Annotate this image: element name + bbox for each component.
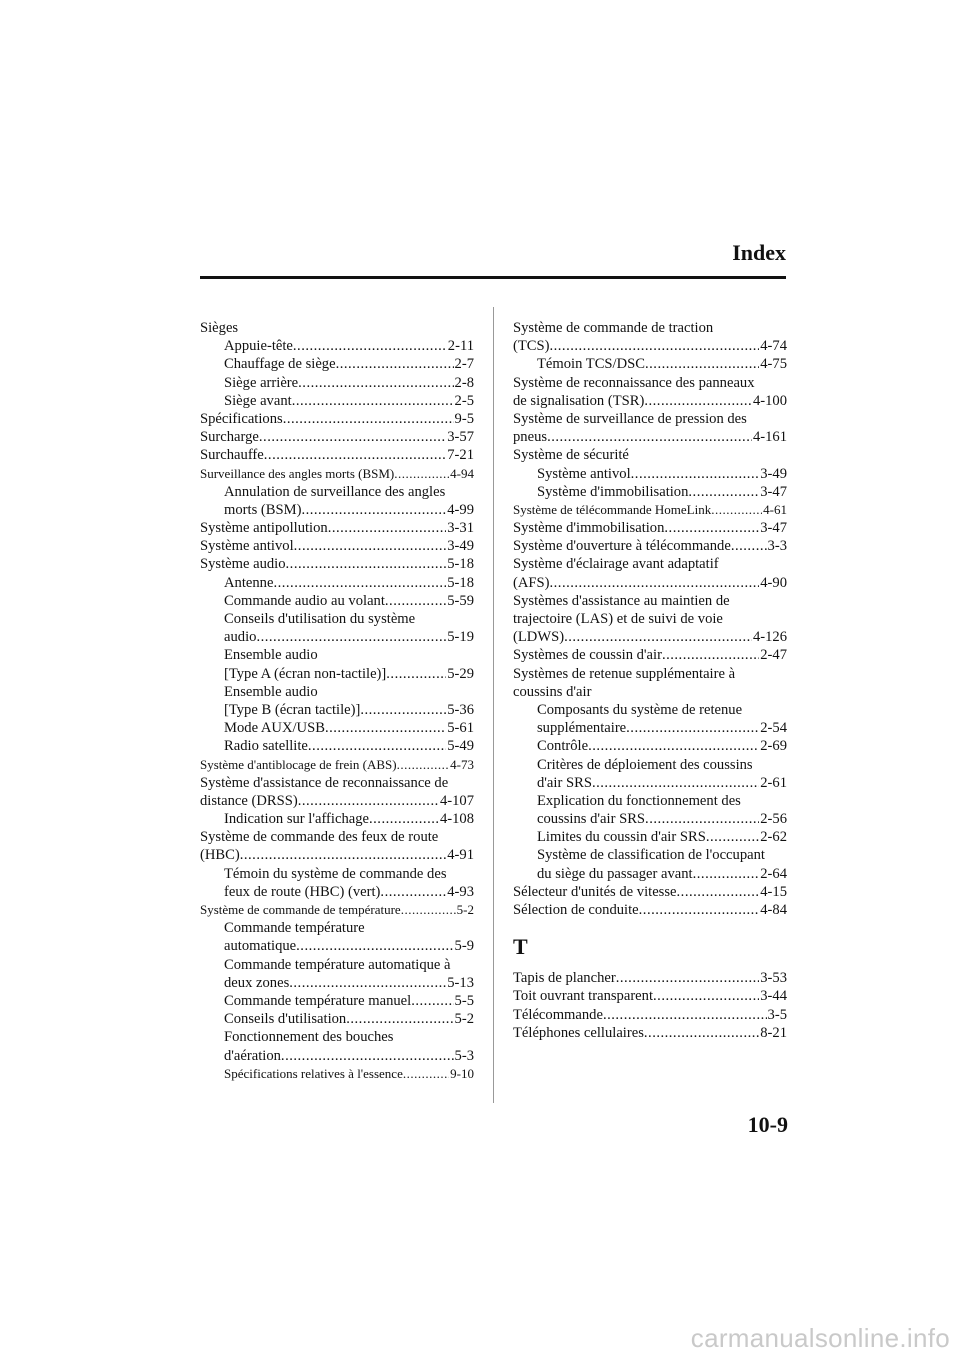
index-entry-page: 2-7 <box>454 356 474 373</box>
index-entry-text: Indication sur l'affichage <box>224 811 369 828</box>
index-entry-page: 4-100 <box>752 392 787 409</box>
index-entry-text: du siège du passager avant <box>537 865 693 882</box>
dot-leader <box>411 992 453 1010</box>
index-entry-page: 5-61 <box>447 720 474 737</box>
index-entry-page: 3-49 <box>760 465 787 482</box>
index-entry-text: coussins d'air SRS <box>537 811 646 828</box>
index-entry <box>200 956 474 974</box>
dot-leader <box>386 665 446 683</box>
index-entry-page: 5-5 <box>454 992 474 1009</box>
dot-leader <box>298 792 439 810</box>
dot-leader <box>603 1006 767 1024</box>
index-entry <box>513 969 787 987</box>
dot-leader <box>296 937 453 955</box>
index-entry-page: 5-49 <box>447 738 474 755</box>
index-entry <box>200 901 474 919</box>
index-entries-t <box>513 969 787 1042</box>
index-entry-text: automatique <box>224 938 297 955</box>
index-entry-text: trajectoire (LAS) et de suivi de voie <box>513 611 723 627</box>
dot-leader <box>293 337 447 355</box>
index-entry-page: 3-47 <box>760 483 787 500</box>
index-entry-text: Système antipollution <box>200 520 328 537</box>
index-entry-text: supplémentaire <box>537 720 627 737</box>
index-entry-text: Système de surveillance de pression des <box>513 410 747 427</box>
index-column-left <box>200 319 474 1083</box>
index-entry-text: de signalisation (TSR) <box>513 392 645 409</box>
dot-leader <box>644 392 752 410</box>
dot-leader <box>292 392 454 410</box>
index-entry-page: 5-3 <box>454 1047 474 1064</box>
index-entry-text: Système d'ouverture à télécommande <box>513 538 731 555</box>
index-entry <box>513 501 787 519</box>
index-entry-text: Spécifications <box>200 410 283 427</box>
index-entry-page: 5-18 <box>447 556 474 573</box>
index-entry-text: Système d'assistance de reconnaissance de <box>200 774 449 791</box>
index-entry <box>513 774 787 792</box>
index-entry-page: 5-36 <box>447 701 474 718</box>
index-entry-text: Surcharge <box>200 429 259 446</box>
index-entry-text: Conseils d'utilisation du système <box>224 611 416 627</box>
dot-leader <box>645 355 759 373</box>
index-entry-text: Sièges <box>200 320 239 336</box>
dot-leader <box>664 519 759 537</box>
index-entry-page: 4-90 <box>760 574 787 591</box>
index-entry <box>513 901 787 919</box>
index-entry-text: Télécommande <box>513 1006 603 1023</box>
index-entry-text: [Type B (écran tactile)] <box>224 701 361 718</box>
index-entry <box>513 792 787 810</box>
index-entry-page: 5-9 <box>454 938 474 955</box>
index-entry-page: 4-84 <box>760 902 787 918</box>
header-rule <box>200 276 786 279</box>
index-entry-page: 3-31 <box>447 520 474 537</box>
index-entry-text: Commande audio au volant <box>224 592 385 609</box>
dot-leader <box>677 883 760 901</box>
index-entry-text: distance (DRSS) <box>200 792 298 809</box>
index-entry-page: 3-5 <box>767 1006 787 1023</box>
index-entry-text: Sélection de conduite <box>513 902 639 918</box>
index-entry <box>200 737 474 755</box>
index-entry <box>200 701 474 719</box>
dot-leader <box>380 883 446 901</box>
index-entry-page: 5-13 <box>447 974 474 991</box>
index-entry <box>513 865 787 883</box>
index-entries-s <box>513 319 787 919</box>
index-entry <box>200 665 474 683</box>
index-entry-text: Annulation de surveillance des angles <box>224 483 446 500</box>
index-entry-page: 2-69 <box>760 738 787 755</box>
index-entry <box>513 337 787 355</box>
index-entry-page: 3-49 <box>447 538 474 555</box>
dot-leader <box>301 501 446 519</box>
index-entry-text: Tapis de plancher <box>513 970 616 987</box>
index-entry <box>200 1047 474 1065</box>
index-entry <box>513 646 787 664</box>
index-entry <box>200 1028 474 1046</box>
dot-leader <box>547 428 752 446</box>
index-entry-page: 2-56 <box>760 811 787 828</box>
index-entry-text: (TCS) <box>513 338 550 355</box>
dot-leader <box>588 737 759 755</box>
index-entry <box>200 774 474 792</box>
dot-leader <box>394 465 449 483</box>
index-entry <box>513 683 787 701</box>
index-entry-page: 4-61 <box>763 501 787 517</box>
index-entry <box>513 737 787 755</box>
column-divider <box>493 307 494 1103</box>
dot-leader <box>693 865 760 883</box>
dot-leader <box>592 774 759 792</box>
index-entry <box>513 846 787 864</box>
index-entry-page: 5-2 <box>456 902 474 917</box>
index-entry-page: 4-73 <box>450 756 474 772</box>
dot-leader <box>549 337 759 355</box>
index-entry-text: Système antivol <box>200 538 294 555</box>
index-entry-text: Surveillance des angles morts (BSM) <box>200 465 395 481</box>
index-entry-text: Mode AUX/USB <box>224 720 325 737</box>
index-entry-page: 5-19 <box>447 629 474 646</box>
index-entry-text: Téléphones cellulaires <box>513 1024 644 1041</box>
index-entry-text: Témoin TCS/DSC <box>537 356 645 373</box>
dot-leader <box>397 756 450 774</box>
index-entry-text: Toit ouvrant transparent <box>513 988 654 1005</box>
index-entry-page: 4-126 <box>752 629 787 646</box>
index-entry-text: Système d'immobilisation <box>537 483 689 500</box>
index-entry <box>200 537 474 555</box>
index-entry-text: Système de classification de l'occupant <box>537 847 765 864</box>
dot-leader <box>639 901 760 919</box>
index-entry-text: Témoin du système de commande des <box>224 865 447 882</box>
index-entry-text: Systèmes de retenue supplémentaire à <box>513 665 736 682</box>
index-entry-text: Système d'éclairage avant adaptatif <box>513 556 719 573</box>
dot-leader <box>294 537 447 555</box>
index-entry <box>513 883 787 901</box>
dot-leader <box>325 719 446 737</box>
index-entry-text: Système audio <box>200 556 286 573</box>
index-entry-text: Système de commande des feux de route <box>200 829 439 846</box>
index-entry-page: 5-59 <box>447 592 474 609</box>
index-entry <box>200 646 474 664</box>
index-entry <box>513 355 787 373</box>
index-entry <box>200 1065 474 1083</box>
index-entry <box>200 519 474 537</box>
index-entry <box>200 683 474 701</box>
dot-leader <box>289 974 446 992</box>
index-entry <box>200 610 474 628</box>
index-column-right <box>513 319 787 1042</box>
index-entry-page: 3-57 <box>447 429 474 446</box>
index-entry <box>513 828 787 846</box>
dot-leader <box>286 555 447 573</box>
dot-leader <box>645 810 759 828</box>
index-entry <box>200 719 474 737</box>
index-entry <box>200 756 474 774</box>
dot-leader <box>385 592 446 610</box>
watermark: carmanualsonline.info <box>690 1323 950 1353</box>
index-entry-page: 4-75 <box>760 356 787 373</box>
index-entry-text: Système de commande de température <box>200 902 401 917</box>
index-entry <box>513 410 787 428</box>
index-entry <box>200 319 474 337</box>
index-entry-page: 2-54 <box>760 720 787 737</box>
dot-leader <box>401 901 456 919</box>
index-entry-page: 4-15 <box>760 883 787 900</box>
index-entry <box>200 919 474 937</box>
index-entry-page: 4-107 <box>439 792 474 809</box>
index-entry-page: 2-62 <box>760 829 787 846</box>
dot-leader <box>662 646 759 664</box>
index-entry-text: Radio satellite <box>224 738 308 755</box>
index-entry-text: Explication du fonctionnement des <box>537 792 741 809</box>
index-entry-text: Fonctionnement des bouches <box>224 1029 394 1046</box>
index-entry <box>200 501 474 519</box>
index-entry <box>513 628 787 646</box>
index-entry <box>200 974 474 992</box>
index-entry-text: (LDWS) <box>513 629 565 646</box>
index-entry-text: Système de télécommande HomeLink <box>513 501 712 517</box>
index-entry-text: d'air SRS <box>537 774 592 791</box>
index-entry <box>200 337 474 355</box>
index-entry-text: [Type A (écran non-tactile)] <box>224 665 387 682</box>
index-entry-text: Siège avant <box>224 392 292 409</box>
index-entry-text: deux zones <box>224 974 290 991</box>
index-entry-page: 4-99 <box>447 501 474 518</box>
index-entry <box>513 446 787 464</box>
dot-leader <box>283 410 454 428</box>
index-entry-page: 7-21 <box>447 447 474 464</box>
index-entry-text: (HBC) <box>200 847 240 864</box>
index-entry <box>200 374 474 392</box>
dot-leader <box>256 628 446 646</box>
index-entry <box>513 756 787 774</box>
index-entry-page: 2-11 <box>447 338 474 355</box>
dot-leader <box>631 465 760 483</box>
page-number: 10-9 <box>747 1112 788 1137</box>
index-entry <box>513 483 787 501</box>
dot-leader <box>688 483 759 501</box>
index-entry-text: Système antivol <box>537 465 631 482</box>
index-entry <box>513 319 787 337</box>
index-entry <box>200 883 474 901</box>
dot-leader <box>308 737 446 755</box>
index-entry-page: 4-108 <box>439 811 474 828</box>
index-entry-page: 4-94 <box>450 465 474 481</box>
index-entry <box>513 987 787 1005</box>
index-entry-text: Limites du coussin d'air SRS <box>537 829 706 846</box>
index-entry-text: Appuie-tête <box>224 338 293 355</box>
index-entry <box>200 465 474 483</box>
index-entry <box>200 937 474 955</box>
index-entry-page: 2-61 <box>760 774 787 791</box>
index-entry <box>513 374 787 392</box>
index-entry <box>200 483 474 501</box>
index-entry-text: coussins d'air <box>513 683 592 700</box>
index-entry-text: audio <box>224 629 257 646</box>
index-entry-text: Système d'immobilisation <box>513 520 665 537</box>
index-entry <box>513 1024 787 1042</box>
index-entry-text: Surchauffe <box>200 447 264 464</box>
page-header-title: Index <box>732 240 786 265</box>
index-entry <box>200 555 474 573</box>
index-entry-text: Système de commande de traction <box>513 320 714 336</box>
dot-leader <box>259 428 446 446</box>
index-entry-text: Antenne <box>224 574 274 591</box>
index-entry-text: morts (BSM) <box>224 501 302 518</box>
dot-leader <box>369 810 439 828</box>
index-entry-page: 2-8 <box>454 374 474 391</box>
index-entry <box>513 555 787 573</box>
index-entry <box>200 792 474 810</box>
index-entry-text: Sélecteur d'unités de vitesse <box>513 883 677 900</box>
index-entry-text: Conseils d'utilisation <box>224 1011 347 1028</box>
index-entry <box>200 574 474 592</box>
index-entry <box>513 701 787 719</box>
index-entry-page: 4-91 <box>447 847 474 864</box>
index-entry <box>200 392 474 410</box>
index-entry <box>200 592 474 610</box>
index-entry-page: 4-161 <box>752 429 787 446</box>
dot-leader <box>273 574 446 592</box>
index-entry-page: 9-5 <box>454 410 474 427</box>
dot-leader <box>336 355 454 373</box>
index-entry <box>513 392 787 410</box>
index-entry <box>200 846 474 864</box>
index-entry <box>513 719 787 737</box>
index-entry-text: Système d'antiblocage de frein (ABS) <box>200 756 397 772</box>
index-entry-page: 2-5 <box>454 392 474 409</box>
index-entry <box>513 537 787 555</box>
index-entry-page: 9-10 <box>450 1065 474 1081</box>
index-entry-text: Spécifications relatives à l'essence <box>224 1065 403 1081</box>
dot-leader <box>403 1065 449 1083</box>
index-entry-text: Systèmes de coussin d'air <box>513 647 662 664</box>
index-entry-page: 3-3 <box>767 538 787 555</box>
dot-leader <box>711 501 762 519</box>
index-entry-text: Siège arrière <box>224 374 299 391</box>
index-entry <box>200 810 474 828</box>
index-entry <box>200 992 474 1010</box>
index-entry-text: Ensemble audio <box>224 647 318 664</box>
dot-leader <box>328 519 447 537</box>
index-entry <box>513 592 787 610</box>
index-entry-text: feux de route (HBC) (vert) <box>224 883 381 900</box>
index-entry <box>513 465 787 483</box>
index-entry-page: 5-18 <box>447 574 474 591</box>
index-entry <box>200 410 474 428</box>
index-entry-page: 3-47 <box>760 520 787 537</box>
index-entry <box>200 355 474 373</box>
index-entry <box>513 810 787 828</box>
index-entry <box>200 628 474 646</box>
dot-leader <box>550 574 760 592</box>
index-entry <box>200 828 474 846</box>
section-letter: T <box>513 934 528 960</box>
index-entry-text: Contrôle <box>537 738 589 755</box>
dot-leader <box>731 537 767 555</box>
index-entry <box>513 1006 787 1024</box>
index-entry-page: 3-53 <box>760 970 787 987</box>
index-entry-text: Commande température automatique à <box>224 956 451 973</box>
index-entry-text: Systèmes d'assistance au maintien de <box>513 592 730 609</box>
dot-leader <box>264 446 446 464</box>
index-entry-text: Système de reconnaissance des panneaux <box>513 374 755 391</box>
dot-leader <box>298 374 453 392</box>
index-entry <box>200 446 474 464</box>
dot-leader <box>564 628 752 646</box>
index-entry <box>513 574 787 592</box>
index-entry-page: 2-64 <box>760 865 787 882</box>
dot-leader <box>281 1047 454 1065</box>
index-entry-page: 8-21 <box>760 1024 787 1041</box>
index-entry <box>200 428 474 446</box>
dot-leader <box>360 701 446 719</box>
index-entry <box>200 865 474 883</box>
index-entry <box>513 519 787 537</box>
index-entry <box>200 1010 474 1028</box>
index-entry-page: 4-74 <box>760 338 787 355</box>
index-entry-page: 5-2 <box>454 1011 474 1028</box>
dot-leader <box>240 846 447 864</box>
index-entry-text: Système de sécurité <box>513 447 629 464</box>
index-entry-text: d'aération <box>224 1047 281 1064</box>
index-entry-text: Commande température manuel <box>224 992 412 1009</box>
dot-leader <box>644 1024 759 1042</box>
index-entry-page: 3-44 <box>760 988 787 1005</box>
dot-leader <box>653 987 759 1005</box>
index-entry-text: Critères de déploiement des coussins <box>537 756 753 773</box>
index-entry-text: pneus <box>513 429 548 446</box>
dot-leader <box>706 828 759 846</box>
index-entry <box>513 610 787 628</box>
index-entry-page: 4-93 <box>447 883 474 900</box>
index-entry-text: (AFS) <box>513 574 550 591</box>
index-entry <box>513 428 787 446</box>
index-entry-page: 5-29 <box>447 665 474 682</box>
index-entry-page: 2-47 <box>760 647 787 664</box>
index-entry <box>513 665 787 683</box>
index-entry-text: Composants du système de retenue <box>537 701 743 718</box>
index-entry-text: Commande température <box>224 920 365 937</box>
index-entry-text: Ensemble audio <box>224 683 318 700</box>
index-entry-text: Chauffage de siège <box>224 356 336 373</box>
dot-leader <box>626 719 759 737</box>
dot-leader <box>346 1010 453 1028</box>
dot-leader <box>616 969 760 987</box>
